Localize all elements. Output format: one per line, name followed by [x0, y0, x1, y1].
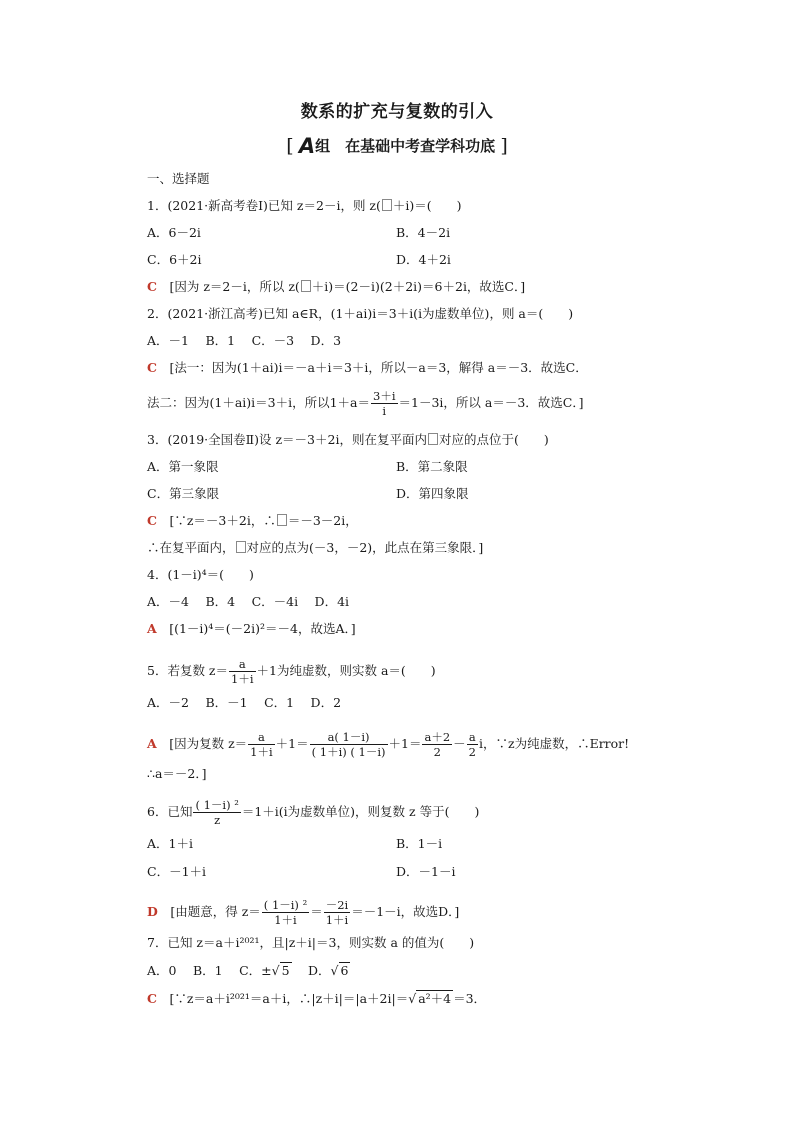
q2-solution-1: C [法一：因为(1＋ai)i＝－a＋i＝3＋i，所以－a＝3，解得 a＝－3．故选C． — [147, 360, 588, 375]
q7-stem: 7．已知 z＝a＋i²⁰²¹，且|z＋i|＝3，则实数 a 的值为( ) — [147, 935, 475, 950]
conjugate-box-icon — [236, 541, 246, 553]
q4-stem: 4．(1－i)⁴＝( ) — [147, 567, 254, 582]
q7-options: A．0 B．1 C．±√ 5 D．√ 6 — [147, 963, 349, 978]
conjugate-box-icon — [301, 280, 311, 292]
q3-option-b: B．第二象限 — [396, 459, 468, 474]
part-heading: 一、选择题 — [147, 171, 210, 186]
q4-options: A．－4 B．4 C．－4i D．4i — [147, 594, 350, 609]
q2-options: A．－1 B．1 C．－3 D．3 — [147, 333, 342, 348]
q7-answer: C — [147, 991, 157, 1006]
q1-solution: C [因为 z＝2－i，所以 z( ＋i)＝(2－i)(2＋2i)＝6＋2i，故选C．] — [147, 279, 526, 294]
q4-answer: A — [147, 621, 157, 636]
q3-option-c: C．第三象限 — [147, 486, 220, 501]
q5-stem: 5．若复数 z＝ $\frac{a}{1+i}$ ＋1为纯虚数，则实数 a＝( ) — [147, 657, 436, 686]
q7-solution: C [∵z＝a＋i²⁰²¹＝a＋i，∴|z＋i|＝|a＋2i|＝√ a²＋4 ＝3． — [147, 991, 487, 1006]
q2-solution-2: 法二：因为(1＋ai)i＝3＋i，所以1＋a＝ $\frac{3+i}{i}$ ＝1－3i，所以 a＝－3．故选C．] — [147, 389, 584, 418]
conjugate-box-icon — [277, 514, 287, 526]
q1-option-d: D．4＋2i — [396, 252, 451, 267]
q6-option-c: C．－1＋i — [147, 864, 207, 879]
q3-answer: C — [147, 513, 157, 528]
fraction: $\frac{a( 1-i)}{( 1+i) ( 1-i)}$ — [311, 730, 386, 759]
conjugate-box-icon — [428, 433, 438, 445]
q1-answer: C — [147, 279, 157, 294]
q2-answer: C — [147, 360, 157, 375]
conjugate-box-icon — [382, 199, 392, 211]
fraction: $\frac{a}{1+i}$ — [250, 730, 273, 759]
q1-option-a: A．6－2i — [147, 225, 201, 240]
q5-options: A．－2 B．－1 C．1 D．2 — [147, 695, 342, 710]
group-letter: A — [298, 134, 316, 158]
bracket-close: ] — [500, 135, 508, 157]
fraction: $\frac{-2i}{1+i}$ — [325, 898, 349, 927]
fraction: $\frac{\text{( 1－i) ²}}{z}$ — [195, 798, 239, 827]
q6-option-b: B．1－i — [396, 836, 443, 851]
fraction: $\frac{3+i}{i}$ — [373, 389, 396, 418]
q5-answer: A — [147, 736, 157, 751]
q1-stem: 1．(2021·新高考卷Ⅰ)已知 z＝2－i，则 z( ＋i)＝( ) — [147, 198, 462, 213]
q6-option-a: A．1＋i — [147, 836, 193, 851]
q1-option-c: C．6＋2i — [147, 252, 202, 267]
page-title: 数系的扩充与复数的引入 — [300, 102, 494, 122]
q4-solution: A [(1－i)⁴＝(－2i)²＝－4，故选A．] — [147, 621, 356, 636]
q2-stem: 2．(2021·浙江高考)已知 a∈R，(1＋ai)i＝3＋i(i为虚数单位)，则 a＝( ) — [147, 306, 574, 321]
q3-solution-1: C [∵z＝－3＋2i，∴ ＝－3－2i， — [147, 513, 358, 528]
section-text: 组 在基础中考查学科功底 — [315, 137, 496, 155]
bracket-open: [ — [286, 135, 294, 157]
q3-option-d: D．第四象限 — [396, 486, 469, 501]
q6-solution: D [由题意，得 z＝ $\frac{\text{( 1－i) ²}}{1+i}$ ＝ $\frac{-2i}{1+i}$ ＝－1－i，故选D．] — [147, 898, 460, 927]
q6-answer: D — [147, 904, 158, 919]
q6-option-d: D．－1－i — [396, 864, 456, 879]
q3-option-a: A．第一象限 — [147, 459, 219, 474]
q6-stem: 6．已知 $\frac{\text{( 1－i) ²}}{z}$ ＝1＋i(i为虚数单位)，则复数 z 等于( ) — [147, 798, 480, 827]
q3-solution-2: ∴在复平面内， 对应的点为(－3，－2)，此点在第三象限．] — [147, 540, 484, 555]
fraction: $\frac{a+2}{2}$ — [424, 730, 451, 759]
fraction: $\frac{\text{( 1－i) ²}}{1+i}$ — [263, 898, 308, 927]
fraction: $\frac{a}{2}$ — [468, 730, 476, 759]
fraction: $\frac{a}{1+i}$ — [231, 657, 254, 686]
q1-option-b: B．4－2i — [396, 225, 451, 240]
section-heading — [0, 134, 794, 158]
q3-stem: 3．(2019·全国卷Ⅱ)设 z＝－3＋2i，则在复平面内 对应的点位于( ) — [147, 432, 549, 447]
q5-solution-1: A [因为复数 z＝ $\frac{a}{1+i}$ ＋1＝ $\frac{a( 1-i)}{( 1+i) ( 1-i)}$ ＋1＝ $\frac{a+2}{2}$ － $\frac{a}{2}$ i，∵z为纯虚数，∴Error! — [147, 730, 630, 759]
q5-solution-2: ∴a＝－2．] — [147, 766, 207, 781]
